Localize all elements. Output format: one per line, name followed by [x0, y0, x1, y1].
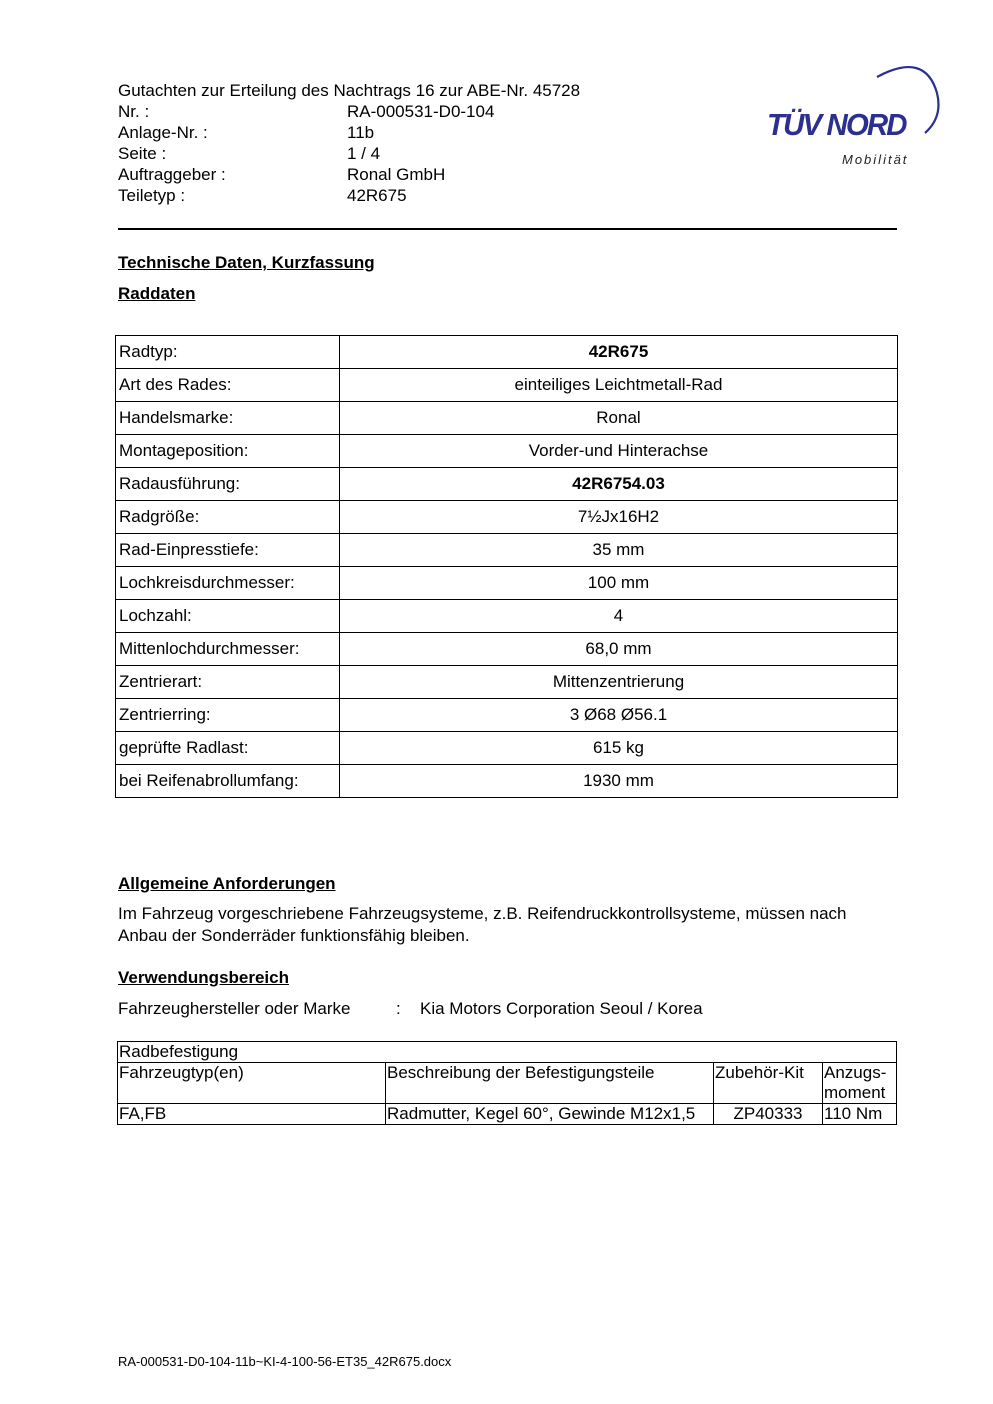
wheel-label: geprüfte Radlast: — [116, 732, 340, 765]
requirements-heading: Allgemeine Anforderungen — [118, 874, 336, 893]
logo-subtitle: Mobilität — [842, 152, 909, 167]
wheel-label: Radausführung: — [116, 468, 340, 501]
header-divider — [118, 228, 897, 230]
table-row — [116, 435, 898, 468]
header-row — [118, 101, 494, 122]
wheel-value: 3 Ø68 Ø56.1 — [340, 699, 898, 732]
table-row — [116, 534, 898, 567]
wheel-value: 615 kg — [340, 732, 898, 765]
wheel-value: Vorder-und Hinterachse — [340, 435, 898, 468]
wheel-label: Rad-Einpresstiefe: — [116, 534, 340, 567]
table-row — [116, 765, 898, 798]
header-fields — [118, 101, 494, 206]
wheel-value: 100 mm — [340, 567, 898, 600]
fixing-cell: Radmutter, Kegel 60°, Gewinde M12x1,5 — [386, 1104, 714, 1125]
usage-heading: Verwendungsbereich — [118, 968, 289, 987]
wheel-value: Mittenzentrierung — [340, 666, 898, 699]
fixing-row — [118, 1104, 897, 1125]
wheel-data-table — [115, 335, 898, 798]
wheel-label: Lochzahl: — [116, 600, 340, 633]
wheel-value: 4 — [340, 600, 898, 633]
requirements-text: Im Fahrzeug vorgeschriebene Fahrzeugsysteme, z.B. Reifendruckkontrollsysteme, müssen nach Anbau der Sonderräder funktionsfähig bleiben. — [118, 904, 847, 945]
table-row — [116, 501, 898, 534]
fixing-caption: Radbefestigung — [118, 1042, 897, 1063]
table-row — [116, 468, 898, 501]
header-row — [118, 143, 494, 164]
wheel-label: Lochkreisdurchmesser: — [116, 567, 340, 600]
fixing-table — [117, 1041, 897, 1125]
fixing-header-row — [118, 1063, 897, 1104]
wheel-value: Ronal — [340, 402, 898, 435]
fixing-header: Fahrzeugtyp(en) — [118, 1063, 386, 1104]
usage-row — [118, 998, 703, 1020]
fixing-caption-row — [118, 1042, 897, 1063]
field-label: Auftraggeber : — [118, 165, 226, 184]
table-row — [116, 633, 898, 666]
table-row — [116, 567, 898, 600]
usage-value: Kia Motors Corporation Seoul / Korea — [420, 999, 703, 1018]
wheel-value: 7½Jx16H2 — [340, 501, 898, 534]
field-value: 1 / 4 — [347, 144, 381, 163]
footer-filename: RA-000531-D0-104-11b~KI-4-100-56-ET35_42R675.docx — [118, 1354, 452, 1369]
wheel-value: 42R675 — [340, 336, 898, 369]
field-label: Anlage-Nr. : — [118, 123, 208, 142]
table-row — [116, 336, 898, 369]
table-row — [116, 600, 898, 633]
section-subheading: Raddaten — [118, 284, 196, 303]
tuv-nord-logo — [765, 55, 945, 175]
fixing-header: Anzugs-moment — [823, 1063, 897, 1104]
table-row — [116, 369, 898, 402]
document-title: Gutachten zur Erteilung des Nachtrags 16 zur ABE-Nr. 45728 — [118, 81, 581, 100]
fixing-header: Zubehör-Kit — [714, 1063, 823, 1104]
wheel-label: Zentrierring: — [116, 699, 340, 732]
wheel-value: 68,0 mm — [340, 633, 898, 666]
logo-wordmark: TÜV NORD — [767, 107, 906, 142]
fixing-cell: 110 Nm — [823, 1104, 897, 1125]
wheel-label: Montageposition: — [116, 435, 340, 468]
field-value: 42R675 — [347, 186, 407, 205]
wheel-value: 1930 mm — [340, 765, 898, 798]
header-row — [118, 122, 494, 143]
fixing-header: Beschreibung der Befestigungsteile — [386, 1063, 714, 1104]
field-label: Teiletyp : — [118, 186, 186, 205]
wheel-value: 42R6754.03 — [340, 468, 898, 501]
field-value: Ronal GmbH — [347, 165, 446, 184]
wheel-value: einteiliges Leichtmetall-Rad — [340, 369, 898, 402]
field-label: Seite : — [118, 144, 167, 163]
header-row — [118, 164, 494, 185]
wheel-value: 35 mm — [340, 534, 898, 567]
field-value: 11b — [347, 123, 375, 142]
wheel-label: Radgröße: — [116, 501, 340, 534]
wheel-label: Radtyp: — [116, 336, 340, 369]
wheel-label: Zentrierart: — [116, 666, 340, 699]
table-row — [116, 666, 898, 699]
field-label: Nr. : — [118, 102, 150, 121]
table-row — [116, 732, 898, 765]
fixing-cell: FA,FB — [118, 1104, 386, 1125]
usage-separator: : — [396, 999, 401, 1018]
fixing-cell: ZP40333 — [714, 1104, 823, 1125]
usage-label: Fahrzeughersteller oder Marke — [118, 999, 351, 1018]
table-row — [116, 699, 898, 732]
wheel-label: Art des Rades: — [116, 369, 340, 402]
wheel-label: Mittenlochdurchmesser: — [116, 633, 340, 666]
header-row — [118, 185, 494, 206]
wheel-label: bei Reifenabrollumfang: — [116, 765, 340, 798]
section-heading: Technische Daten, Kurzfassung — [118, 253, 375, 272]
table-row — [116, 402, 898, 435]
field-value: RA-000531-D0-104 — [347, 102, 495, 121]
wheel-label: Handelsmarke: — [116, 402, 340, 435]
